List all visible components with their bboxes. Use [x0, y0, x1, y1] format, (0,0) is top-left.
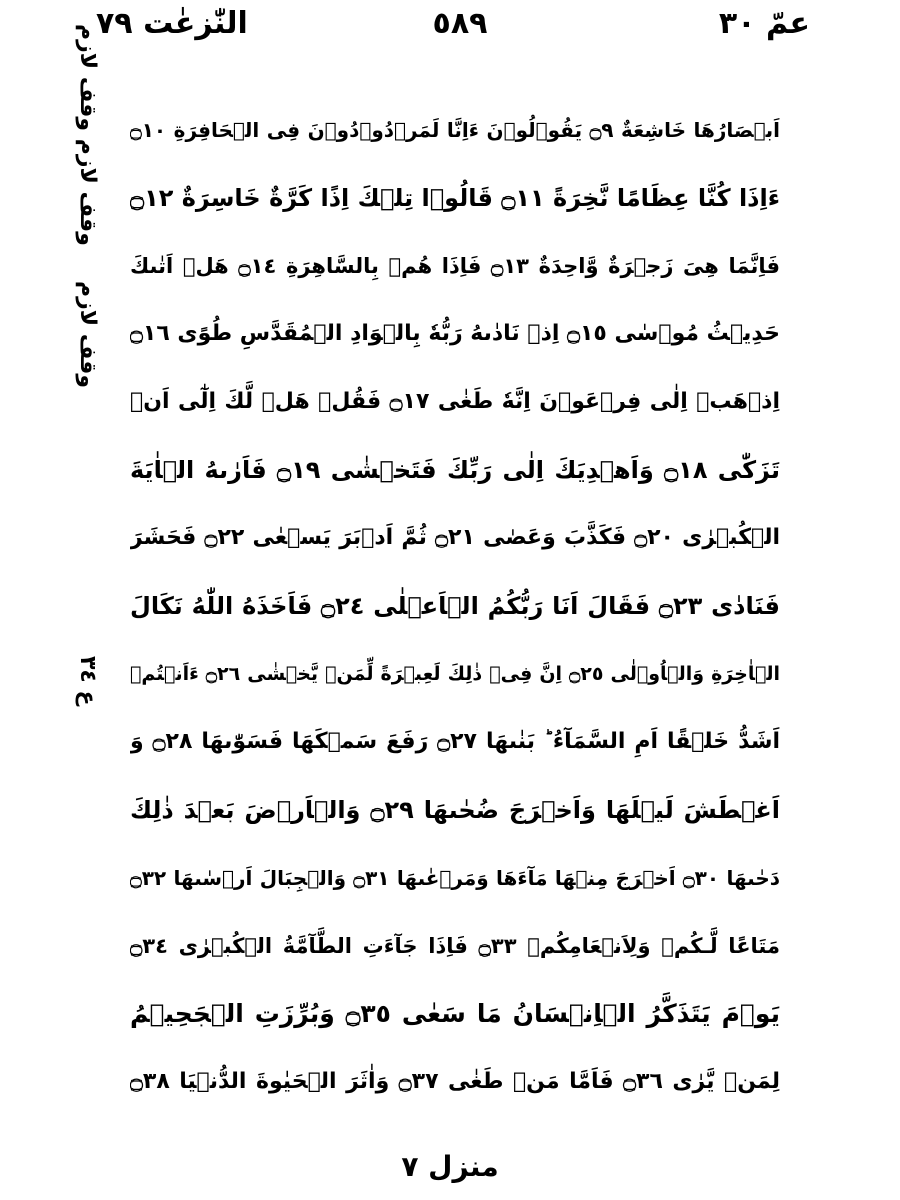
text-line: لِمَنۡ يَّرٰى ۝٣٦ فَاَمَّا مَنۡ طَغٰى ۝٣٧ وَاٰثَرَ الۡحَيٰوةَ الدُّنۡيَا ۝٣٨	[130, 1069, 780, 1094]
quran-text-block	[130, 96, 780, 1116]
text-line: يَوۡمَ يَتَذَكَّرُ الۡاِنۡسَانُ مَا سَعٰى ۝٣٥ وَبُرِّزَتِ الۡجَحِيۡمُ	[130, 999, 780, 1028]
margin-note-ruku: ع ٣٤	[75, 656, 100, 706]
text-line: دَحٰٮهَا ۝٣٠ اَخۡرَجَ مِنۡهَا مَآءَهَا وَمَرۡعٰٮهَا ۝٣١ وَالۡجِبَالَ اَرۡسٰٮهَا ۝٣٢	[130, 866, 780, 890]
text-line: الۡكُبۡرٰى ۝٢٠ فَكَذَّبَ وَعَصٰى ۝٢١ ثُمَّ اَدۡبَرَ يَسۡعٰى ۝٢٢ فَحَشَرَ	[130, 525, 780, 550]
para-label: عمّ ٣٠	[718, 6, 810, 41]
text-line: فَنَادٰى ۝٢٣ فَقَالَ اَنَا رَبُّكُمُ الۡاَعۡلٰى ۝٢٤ فَاَخَذَهُ اللّٰهُ نَكَالَ	[130, 592, 780, 620]
text-line: فَاِنَّمَا هِىَ زَجۡرَةٌ وَّاحِدَةٌ ۝١٣ فَاِذَا هُمۡ بِالسَّاهِرَةِ ۝١٤ هَلۡ اَتٰٮكَ	[130, 254, 780, 278]
text-line: اَبۡصَارُهَا خَاشِعَةٌ ۝٩ يَقُوۡلُوۡنَ ءَاِنَّا لَمَرۡدُوۡدُوۡنَ فِى الۡحَافِرَةِ ۝١٠	[130, 118, 780, 142]
text-line: اَشَدُّ خَلۡقًا اَمِ السَّمَآءُ ؕ بَنٰٮهَا ۝٢٧ رَفَعَ سَمۡكَهَا فَسَوّٰٮهَا ۝٢٨ وَ	[130, 729, 780, 754]
text-line: الۡاٰخِرَةِ وَالۡاُوۡلٰى ۝٢٥ اِنَّ فِىۡ ذٰلِكَ لَعِبۡرَةً لِّمَنۡ يَّخۡشٰى ۝٢٦ ءَاَنۡتُمۡ	[130, 663, 780, 685]
text-line: حَدِيۡثُ مُوۡسٰى ۝١٥ اِذۡ نَادٰٮهُ رَبُّهٗ بِالۡوَادِ الۡمُقَدَّسِ طُوًى ۝١٦	[130, 321, 780, 346]
manzil-footer: منزل ٧	[401, 1150, 499, 1183]
text-line: مَتَاعًا لَّـكُمۡ وَلِاَنۡعَامِكُمۡ ۝٣٣ فَاِذَا جَآءَتِ الطَّآمَّةُ الۡكُبۡرٰى ۝٣٤	[130, 934, 780, 958]
text-line: ءَاِذَا كُنَّا عِظَامًا نَّخِرَةً ۝١١ قَالُوۡا تِلۡكَ اِذًا كَرَّةٌ خَاسِرَةٌ ۝١٢	[130, 184, 780, 212]
surah-title: النّٰزعٰت ٧٩	[96, 6, 248, 41]
text-line: اِذۡهَبۡ اِلٰى فِرۡعَوۡنَ اِنَّهٗ طَغٰى ۝١٧ فَقُلۡ هَلۡ لَّكَ اِلٰٓى اَنۡ	[130, 389, 780, 414]
margin-note-waqf-1: وقف لازم وقف لازم	[75, 24, 100, 246]
page-header	[0, 0, 900, 48]
text-line: تَزَكّٰى ۝١٨ وَاَهۡدِيَكَ اِلٰى رَبِّكَ فَتَخۡشٰى ۝١٩ فَاَرٰٮهُ الۡاٰيَةَ	[130, 456, 780, 484]
margin-note-waqf-2: وقف لازم	[75, 280, 100, 388]
page-number: ٥٨٩	[432, 6, 488, 41]
text-line: اَغۡطَشَ لَيۡلَهَا وَاَخۡرَجَ ضُحٰٮهَا ۝٢٩ وَالۡاَرۡضَ بَعۡدَ ذٰلِكَ	[130, 796, 780, 824]
